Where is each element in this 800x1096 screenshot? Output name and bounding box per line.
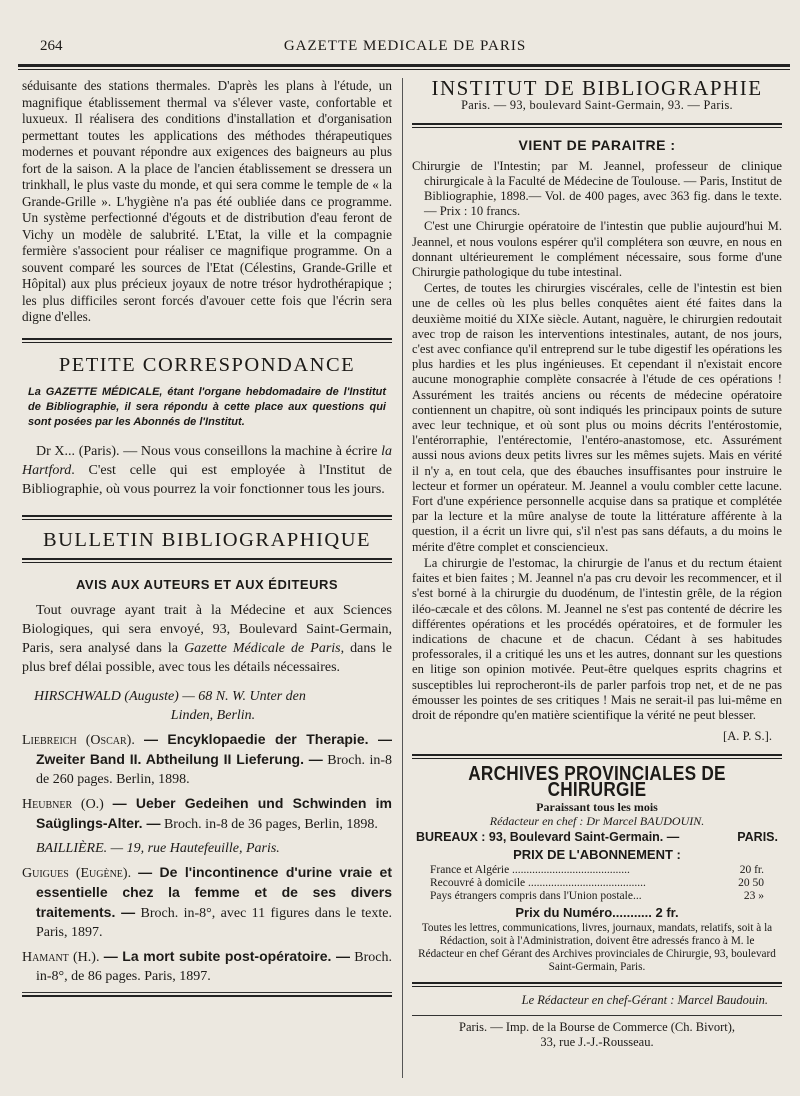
publisher-hirschwald: HIRSCHWALD (Auguste) — 68 N. W. Unter den Linden, Berlin. xyxy=(34,689,306,723)
publisher-bailliere: BAILLIÈRE. — 19, rue Hautefeuille, Paris. xyxy=(36,841,280,856)
institut-address: Paris. — 93, boulevard Saint-Germain, 93. — Paris. xyxy=(461,98,733,113)
editor-line: Le Rédacteur en chef-Gérant : Marcel Baudouin. xyxy=(521,993,768,1008)
archives-subtitle: Paraissant tous les mois xyxy=(536,799,658,814)
institut-title: INSTITUT DE BIBLIOGRAPHIE xyxy=(431,76,763,100)
avis-subheading: AVIS AUX AUTEURS ET AUX ÉDITEURS xyxy=(75,576,339,592)
archives-redacteur: Rédacteur en chef : Dr Marcel BAUDOUIN. xyxy=(489,813,705,828)
journal-title: GAZETTE MEDICALE DE PARIS xyxy=(283,38,527,54)
section-rule xyxy=(22,992,392,997)
correspondance-note: La GAZETTE MÉDICALE, étant l'organe hebdomadaire de l'Institut de Bibliographie, il sera répondu à cette place aux questions qui sont posées par les Abonnés de l'Institut. xyxy=(28,386,386,428)
review-signature: [A. P. S.]. xyxy=(723,729,772,744)
bib-entry: Guigues (Eugène). — De l'incontinence d'urine vraie et essentielle chez la femme et de ses divers traitements. — Broch. in-8°, avec 11 figures dans le texte. Paris, 1897. xyxy=(22,864,393,940)
section-rule xyxy=(412,754,782,759)
vient-heading: VIENT DE PARAITRE : xyxy=(518,137,676,154)
section-rule xyxy=(22,338,392,343)
bib-entry: Liebreich (Oscar). — Encyklopaedie der Therapie. — Zweiter Band II. Abtheilung II Lieferung. — Broch. in-8 de 260 pages. Berlin, 1898. xyxy=(22,731,392,787)
avis-notice: Tout ouvrage ayant trait à la Médecine et aux Sciences Biologiques, qui sera envoyé, 93, Boulevard Saint-Germain, Paris, sera analysé dans la Gazette Médicale de Paris, dans le plus bref délai possible, avec tous les détails nécessaires. xyxy=(22,603,392,675)
left-column xyxy=(22,78,392,997)
book-entry: Chirurgie de l'Intestin; par M. Jeannel, professeur de clinique chirurgicale à la Faculté de Médecine de Toulouse. — Paris, Institut de Bibliographie, 1898.— Vol. de 400 pages, avec 363 fig. dans le texte. — Prix : 10 francs. xyxy=(412,158,782,219)
review-paragraph: Certes, de toutes les chirurgies viscérales, celle de l'intestin est bien une de celles où les plus belles conquêtes aient été faites dans la deuxième moitié du XIXe siècle. Autant, naguère, le chirurgien redoutait avec trop de raison les interventions intestinales, autant, de nos jours, c'est avec confiance qu'il entreprend sur le tube digestif les opérations les plus hardies et les plus ingénieuses. Et cependant il n'existait encore aucune monographie complète consacrée à l'étude de ces opérations ! Assurément les traités anciens ou récents de médecine opératoire contiennent un chapitre, où sont indiqués les principaux points de suture avec leur technique, et où sont plus ou moins décrits l'entérostomie, l'entérorraphie, l'entérectomie, l'entéro-anastomose, etc. Assurément aussi nous avions deux petits livres sur les mêmes sujets. Mais en vérité il n'y a, en tout cela, que des ébauches insuffisantes pour instruire le lecteur et former un opérateur. M. Jeannel a voulu combler cette lacune. Fort d'une expérience personnelle acquise dans sa pratique et complétée par la lecture et la mûre analyse de toute la littérature afférente à la question, il a écrit un livre qui, s'il n'est pas sans défauts, a du moins le mérite d'être complet et consciencieux. xyxy=(412,281,782,554)
abonnement-heading: PRIX DE L'ABONNEMENT : xyxy=(513,846,681,862)
price-row: France et Algérie ......................................... 20 fr. xyxy=(430,864,764,877)
section-rule xyxy=(22,515,392,520)
section-rule xyxy=(412,982,782,987)
review-paragraph: C'est une Chirurgie opératoire de l'intestin que publie aujourd'hui M. Jeannel, et nous voulons espérer qu'il complétera son œuvre, en nous en donnant ultérieurement le complément nécessaire, sous forme d'une Chirurgie pathologique du tube intestinal. xyxy=(412,219,782,280)
bib-entry: Hamant (H.). — La mort subite post-opératoire. — Broch. in-8°, de 86 pages. Paris, 1897. xyxy=(22,948,392,984)
right-column xyxy=(412,78,782,1050)
archives-advertisement xyxy=(412,763,782,974)
vichy-paragraph: séduisante des stations thermales. D'après les plans à l'étude, un magnifique établissement thermal va s'élever vaste, confortable et luxueux. Il réalisera des conditions d'installation et d'organisation permettant toutes les applications des méthodes thérapeutiques modernes et pouvant répondre aux exigences des baigneurs au plus fort de la saison. A la place de l'ancien établissement se dressera un trinkhall, le plus vaste du monde, et qui sera comme le temple de « la Grande-Grille ». L'hygiène n'a pas été oubliée dans ce programme. Un système perfectionné d'égouts et de distribution d'eau feront de Vichy un modèle de salubrité. L'Etat, la ville et la compagnie fermière s'associent pour réaliser ce magnifique programme. On a souvent comparé les sources de l'Etat (Célestins, Grande-Grille et Hôpital) aux plus précieux joyaux de notre trésor hydrothérapique ; les plus difficiles seront forcés d'avouer cette fois que l'écrin sera digne d'elles. xyxy=(22,78,392,324)
imprint: Paris. — Imp. de la Bourse de Commerce (Ch. Bivort), 33, rue J.-J.-Rousseau. xyxy=(459,1019,735,1049)
correspondance-heading: PETITE CORRESPONDANCE xyxy=(58,353,356,376)
review-paragraph: La chirurgie de l'estomac, la chirurgie de l'anus et du rectum étaient faites et bien faites ; M. Jeannel n'a pas cru devoir les recommencer, et il s'est borné à la chirurgie du duodénum, de l'intestin grêle, de la région iléo-cæcale et des côlons. M. Jeannel ne s'est pas contenté de décrire les différentes opérations et les procédés opératoires, et de formuler les indications de chacune et de chacun. Cédant à ses habitudes professorales, il a critiqué les uns et les autres, donnant sur les questions en litige son opinion motivée. Peut-être quelques esprits chagrins et susceptibles lui reprocheront-ils de parler parfois trop net, et de ne pas émousser les pointes de ses critiques ! Mais ne serait-il pas lui-même en droit de répondre qu'en matière scientifique la vérité ne peut blesser. xyxy=(412,555,782,722)
archives-bureaux: BUREAUX : 93, Boulevard Saint-Germain. — PARIS. xyxy=(416,829,778,844)
price-row: Recouvré à domicile ......................................... 20 50 xyxy=(430,877,764,890)
section-rule xyxy=(22,558,392,563)
correspondance-reply: Dr X... (Paris). — Nous vous conseillons la machine à écrire la Hartford. C'est celle qui est employée à l'Institut de Bibliographie, où vous pourrez la voir fonctionner tous les jours. xyxy=(22,444,392,497)
numero-price: Prix du Numéro........... 2 fr. xyxy=(515,905,679,921)
page-header xyxy=(40,38,770,58)
header-rule xyxy=(18,64,790,70)
imprint-rule xyxy=(412,1015,782,1016)
price-table xyxy=(430,864,764,903)
page-number: 264 xyxy=(40,38,63,54)
bib-entry: Heubner (O.) — Ueber Gedeihen und Schwinden im Saüglings-Alter. — Broch. in-8 de 36 pages, Berlin, 1898. xyxy=(22,795,393,832)
bulletin-heading: BULLETIN BIBLIOGRAPHIQUE xyxy=(42,529,372,551)
archives-title: ARCHIVES PROVINCIALES DE CHIRURGIE xyxy=(468,763,726,801)
column-divider xyxy=(402,78,403,1078)
section-rule xyxy=(412,123,782,128)
price-row: Pays étrangers compris dans l'Union postale... 23 » xyxy=(430,890,764,903)
archives-fine-print: Toutes les lettres, communications, livres, journaux, mandats, relatifs, soit à la Rédaction, soit à l'Administration, doivent être adressés franco à M. le Rédacteur en chef Gérant des Archives provinciales de Chirurgie, 93, boulevard Saint-Germain, Paris. xyxy=(418,922,776,974)
